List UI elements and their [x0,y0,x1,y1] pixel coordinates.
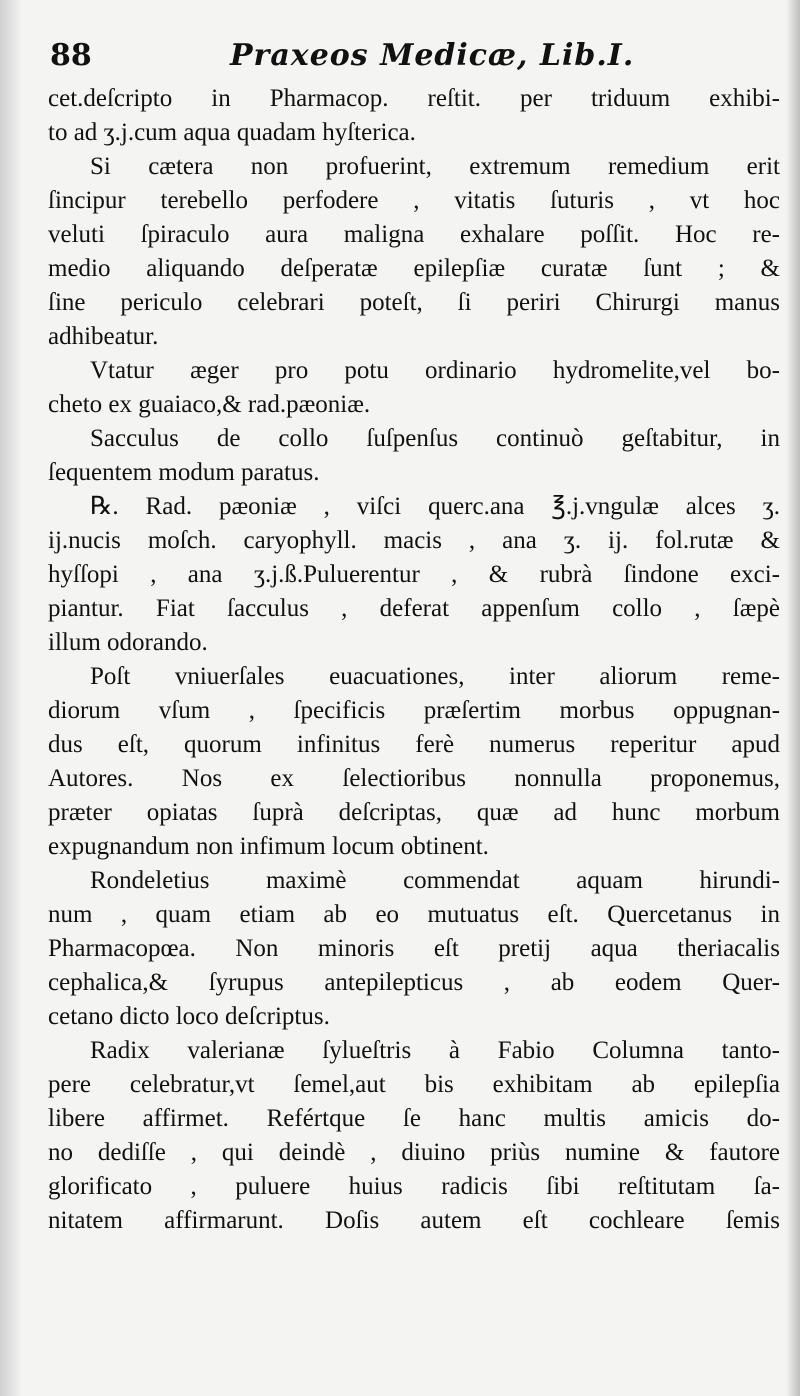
text-line: adhibeatur. [48,323,159,350]
text-line: cetano dicto loco deſcriptus. [48,1003,330,1030]
text-line: cephalica,& ſyrupus antepilepticus , ab eodem Quer- [48,969,780,996]
text-line: Si cætera non profuerint, extremum remedium erit [90,153,780,180]
text-line: Sacculus de collo ſuſpenſus continuò geſtabitur, in [90,425,780,452]
page-number: 88 [50,38,92,73]
running-head: Praxeos Medicæ, Lib.I. [230,38,635,73]
text-line: libere affirmet. Refértque ſe hanc multis amicis do- [48,1105,780,1132]
body-text [48,82,780,1238]
text-line: medio aliquando deſperatæ epilepſiæ curatæ ſunt ; & [48,255,780,282]
text-line: dus eſt, quorum infinitus ferè numerus reperitur apud [48,731,780,758]
text-line: Pharmacopœa. Non minoris eſt pretij aqua theriacalis [48,935,780,962]
text-line: nitatem affirmarunt. Doſis autem eſt cochleare ſemis [48,1207,780,1234]
text-line: Vtatur æger pro potu ordinario hydromelite,vel bo- [90,357,780,384]
text-line: ſine periculo celebrari poteſt, ſi periri Chirurgi manus [48,289,780,316]
page-edge-shadow [786,0,800,1396]
text-line: piantur. Fiat ſacculus , deferat appenſum collo , ſæpè [48,595,780,622]
text-line: hyſſopi , ana ʒ.j.ß.Puluerentur , & rubrà ſindone exci- [48,561,780,588]
text-line: glorificato , puluere huius radicis ſibi reſtitutam ſa- [48,1173,780,1200]
text-line: cet.deſcripto in Pharmacop. reſtit. per triduum exhibi- [48,85,780,112]
text-line: illum odorando. [48,629,208,656]
text-line: pere celebratur,vt ſemel,aut bis exhibitam ab epilepſia [48,1071,780,1098]
text-line: ſincipur terebello perfodere , vitatis ſuturis , vt hoc [48,187,780,214]
text-line: ij.nucis moſch. caryophyll. macis , ana ʒ. ij. fol.rutæ & [48,527,780,554]
text-line: no dediſſe , qui deindè , diuino priùs numine & fautore [48,1139,780,1166]
text-line: præter opiatas ſuprà deſcriptas, quæ ad hunc morbum [48,799,780,826]
text-line: Rondeletius maximè commendat aquam hirundi- [90,867,780,894]
text-line: ſequentem modum paratus. [48,459,320,486]
text-line: Radix valerianæ ſylueſtris à Fabio Columna tanto- [90,1037,780,1064]
text-line: veluti ſpiraculo aura maligna exhalare poſſit. Hoc re- [48,221,780,248]
page-header [50,38,790,84]
page-gutter-shadow [0,0,22,1396]
text-line: num , quam etiam ab eo mutuatus eſt. Quercetanus in [48,901,780,928]
text-line: ℞. Rad. pæoniæ , viſci querc.ana ℥.j.vngulæ alces ʒ. [90,493,780,520]
text-line: Autores. Nos ex ſelectioribus nonnulla proponemus, [48,765,780,792]
text-line: to ad ʒ.j.cum aqua quadam hyſterica. [48,119,416,146]
text-line: cheto ex guaiaco,& rad.pæoniæ. [48,391,371,418]
text-line: expugnandum non infimum locum obtinent. [48,833,489,860]
text-line: Poſt vniuerſales euacuationes, inter aliorum reme- [90,663,780,690]
text-line: diorum vſum , ſpecificis præſertim morbus oppugnan- [48,697,780,724]
